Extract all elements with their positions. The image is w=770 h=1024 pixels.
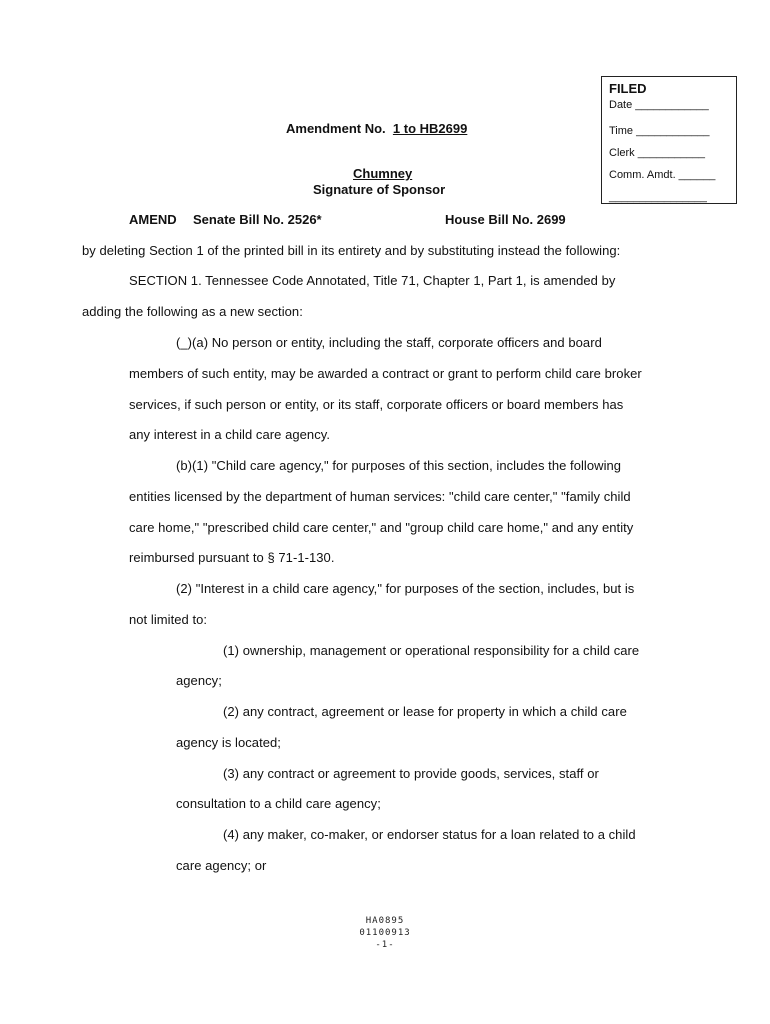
amend-label: AMEND — [129, 212, 177, 227]
filed-date-line: Date ____________ — [609, 99, 709, 111]
body-line: SECTION 1. Tennessee Code Annotated, Title 71, Chapter 1, Part 1, is amended by — [129, 273, 616, 288]
body-line: members of such entity, may be awarded a contract or grant to perform child care broker — [129, 366, 642, 381]
footer-code-2: 01100913 — [359, 928, 411, 938]
filed-stamp-box — [601, 76, 737, 204]
body-line: entities licensed by the department of human services: "child care center," "family child — [129, 489, 631, 504]
amendment-heading — [286, 121, 467, 136]
body-line: adding the following as a new section: — [82, 304, 303, 319]
body-line: (3) any contract or agreement to provide goods, services, staff or — [223, 766, 599, 781]
body-line: (2) any contract, agreement or lease for property in which a child care — [223, 704, 627, 719]
body-line: care home," "prescribed child care center," and "group child care home," and any entity — [129, 520, 634, 535]
body-line: (b)(1) "Child care agency," for purposes of this section, includes the following — [176, 458, 622, 473]
filed-comm-amdt-line: Comm. Amdt. ______ — [609, 169, 716, 181]
body-line: reimbursed pursuant to § 71-1-130. — [129, 550, 335, 565]
amendment-target: 1 to HB2699 — [392, 121, 468, 136]
body-line: by deleting Section 1 of the printed bill in its entirety and by substituting instead the following: — [82, 243, 621, 258]
senate-bill-number: Senate Bill No. 2526* — [193, 212, 322, 227]
house-bill-number: House Bill No. 2699 — [445, 212, 566, 227]
footer-code-1: HA0895 — [365, 916, 405, 926]
body-line: care agency; or — [176, 858, 267, 873]
filed-title: FILED — [609, 81, 647, 96]
body-line: services, if such person or entity, or its staff, corporate officers or board members has — [129, 397, 624, 412]
body-line: agency is located; — [176, 735, 281, 750]
filed-blank-line: ________________ — [609, 191, 707, 203]
sponsor-name: Chumney — [353, 166, 413, 181]
body-line: (1) ownership, management or operational responsibility for a child care — [223, 643, 640, 658]
page-number: -1- — [375, 940, 395, 950]
filed-clerk-line: Clerk ___________ — [609, 147, 706, 159]
body-line: (_)(a) No person or entity, including the staff, corporate officers and board — [176, 335, 602, 350]
body-line: any interest in a child care agency. — [129, 427, 331, 442]
sponsor-caption: Signature of Sponsor — [313, 182, 446, 197]
body-line: agency; — [176, 673, 222, 688]
body-line: consultation to a child care agency; — [176, 796, 381, 811]
body-line: (2) "Interest in a child care agency," for purposes of the section, includes, but is — [176, 581, 635, 596]
body-line: (4) any maker, co-maker, or endorser status for a loan related to a child — [223, 827, 636, 842]
body-line: not limited to: — [129, 612, 208, 627]
filed-time-line: Time ____________ — [609, 125, 710, 137]
amendment-prefix: Amendment No. — [286, 121, 386, 136]
